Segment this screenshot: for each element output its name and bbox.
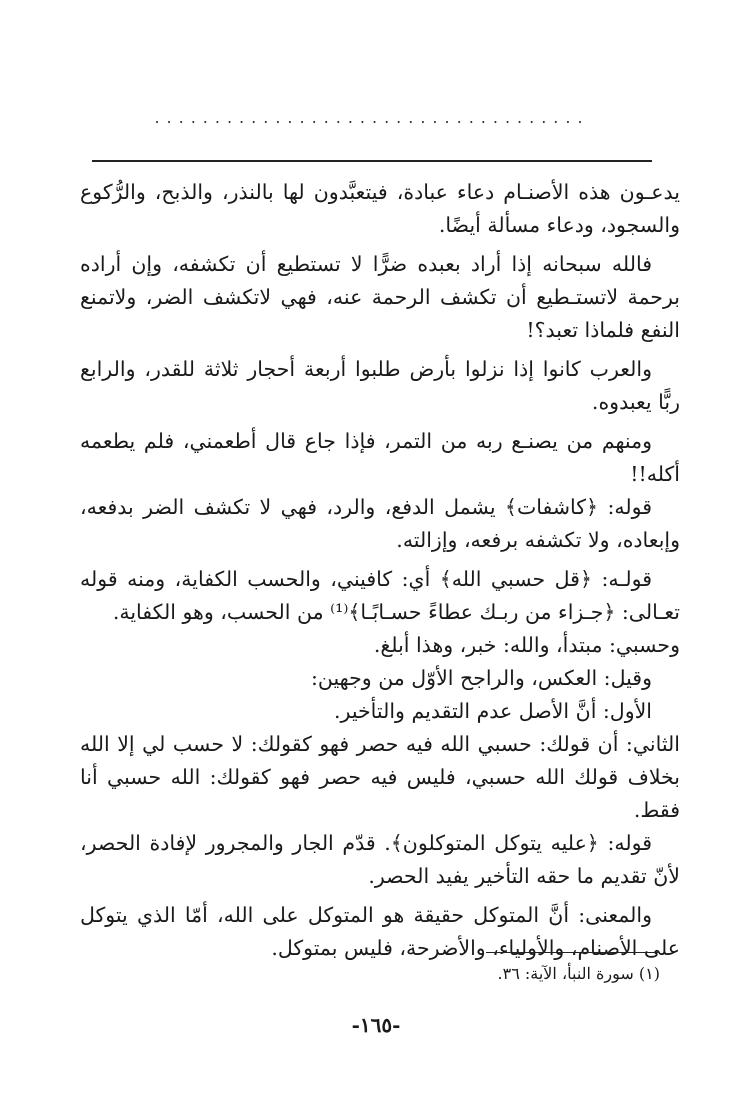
body-text: [80, 176, 680, 965]
paragraph: والمعنى: أنَّ المتوكل حقيقة هو المتوكل على الله، أمّا الذي يتوكل على الأصنام، والأولياء، والأضرحة، فليس بمتوكل.: [80, 903, 680, 960]
paragraph: يدعـون هذه الأصنـام دعاء عبادة، فيتعبَّدون لها بالنذر، والذبح، والرُّكوع والسجود، ودعاء مسألة أيضًا.: [80, 180, 680, 237]
paragraph: فالله سبحانه إذا أراد بعبده ضرًّا لا تستطيع أن تكشفه، وإن أراده برحمة لاتستـطيع أن تكشف الرحمة عنه، فهي لاتكشف الضر، ولاتمنع النفع فلماذا تعبد؟!: [80, 252, 680, 342]
paragraph: قولـه: ﴿قل حسبي الله﴾ أي: كافيني، والحسب الكفاية، ومنه قوله تعـالى: ﴿جـزاء من ربـك عطاءً حسـابًـا﴾⁽¹⁾ من الحسب، وهو الكفاية.: [80, 567, 680, 624]
paragraph: قوله: ﴿كاشفات﴾ يشمل الدفع، والرد، فهي لا تكشف الضر بدفعه، وإبعاده، ولا تكشفه برفعه، وإزالته.: [80, 495, 680, 552]
header-rule: [92, 160, 652, 162]
paragraph: ومنهم من يصنـع ربه من التمر، فإذا جاع قال أطعمني، فلم يطعمه أكله!!: [80, 429, 680, 486]
paragraph: وقيل: العكس، والراجح الأوّل من وجهين:: [310, 666, 652, 690]
paragraph: والعرب كانوا إذا نزلوا بأرض طلبوا أربعة أحجار ثلاثة للقدر، والرابع ربًّا يعبدوه.: [80, 357, 680, 414]
paragraph: قوله: ﴿عليه يتوكل المتوكلون﴾. قدّم الجار والمجرور لإفادة الحصر، لأنّ تقديم ما حقه التأخير يفيد الحصر.: [80, 831, 680, 888]
paragraph: الثاني: أن قولك: حسبي الله فيه حصر فهو كقولك: لا حسب لي إلا الله بخلاف قولك الله حسبي، فليس فيه حصر فهو كقولك: الله حسبي أنا فقط.: [80, 732, 680, 822]
footnote-rule: [486, 952, 658, 953]
header-dotted-line: ....................................: [154, 108, 590, 127]
paragraph: وحسبي: مبتدأ، والله: خبر، وهذا أبلغ.: [373, 633, 680, 657]
paragraph: الأول: أنَّ الأصل عدم التقديم والتأخير.: [334, 699, 652, 723]
page-number: -١٦٥-: [351, 1013, 401, 1037]
footnote: (١) سورة النبأ، الآية: ٣٦.: [497, 964, 660, 983]
